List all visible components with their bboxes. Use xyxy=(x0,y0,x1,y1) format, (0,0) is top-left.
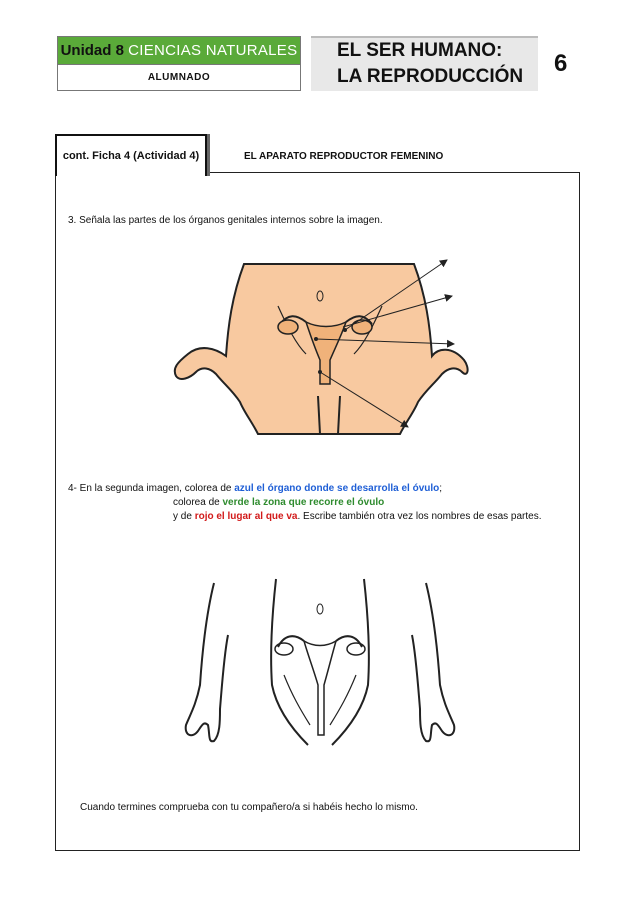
unit-number: Unidad 8 xyxy=(60,42,124,59)
closing-instruction: Cuando termines comprueba con tu compañero/a si habéis hecho lo mismo. xyxy=(80,802,418,813)
marker-dot-1 xyxy=(343,328,347,332)
q4-line1-prefix: 4- En la segunda imagen, colorea de xyxy=(68,483,235,494)
ovary-left xyxy=(278,320,298,334)
body-illustration-colored xyxy=(170,256,470,436)
question-4-line-1 xyxy=(68,482,542,496)
question-3: 3. Señala las partes de los órganos genitales internos sobre la imagen. xyxy=(68,215,383,226)
q4-red-instruction: rojo el lugar al que va xyxy=(194,511,298,522)
question-4-line-3 xyxy=(68,510,542,524)
hip-lines-outline xyxy=(284,675,356,725)
title-line-1: EL SER HUMANO: xyxy=(337,40,503,61)
q4-blue-instruction: azul el órgano donde se desarrolla el óvulo xyxy=(234,483,440,494)
body-outline-right xyxy=(412,583,454,741)
q4-line1-suffix: ; xyxy=(439,483,443,494)
marker-dot-3 xyxy=(318,370,322,374)
page-title xyxy=(311,36,538,91)
q4-green-instruction: verde la zona que recorre el óvulo xyxy=(222,497,385,508)
question-4-line-2 xyxy=(68,496,542,510)
ovary-right-outline xyxy=(347,643,365,655)
student-label: ALUMNADO xyxy=(147,72,211,83)
q4-line3-prefix: y de xyxy=(173,511,195,522)
title-line-2: LA REPRODUCCIÓN xyxy=(337,66,524,87)
uterus-outline xyxy=(304,641,336,735)
q4-line2-prefix: colorea de xyxy=(173,497,223,508)
body-outline-left xyxy=(186,583,228,741)
section-title: EL APARATO REPRODUCTOR FEMENINO xyxy=(244,151,444,162)
unit-header xyxy=(57,36,301,91)
worksheet-tab: cont. Ficha 4 (Actividad 4) xyxy=(55,134,207,176)
body-illustration-outline xyxy=(180,575,460,755)
navel-outline xyxy=(317,604,323,614)
unit-label xyxy=(58,37,300,65)
q4-line3-suffix: . Escribe también otra vez los nombres de esas partes. xyxy=(297,511,542,522)
unit-subject: CIENCIAS NATURALES xyxy=(128,42,298,59)
question-4 xyxy=(68,482,542,524)
marker-dot-2 xyxy=(314,337,318,341)
page-number: 6 xyxy=(554,50,568,77)
ovary-left-outline xyxy=(275,643,293,655)
